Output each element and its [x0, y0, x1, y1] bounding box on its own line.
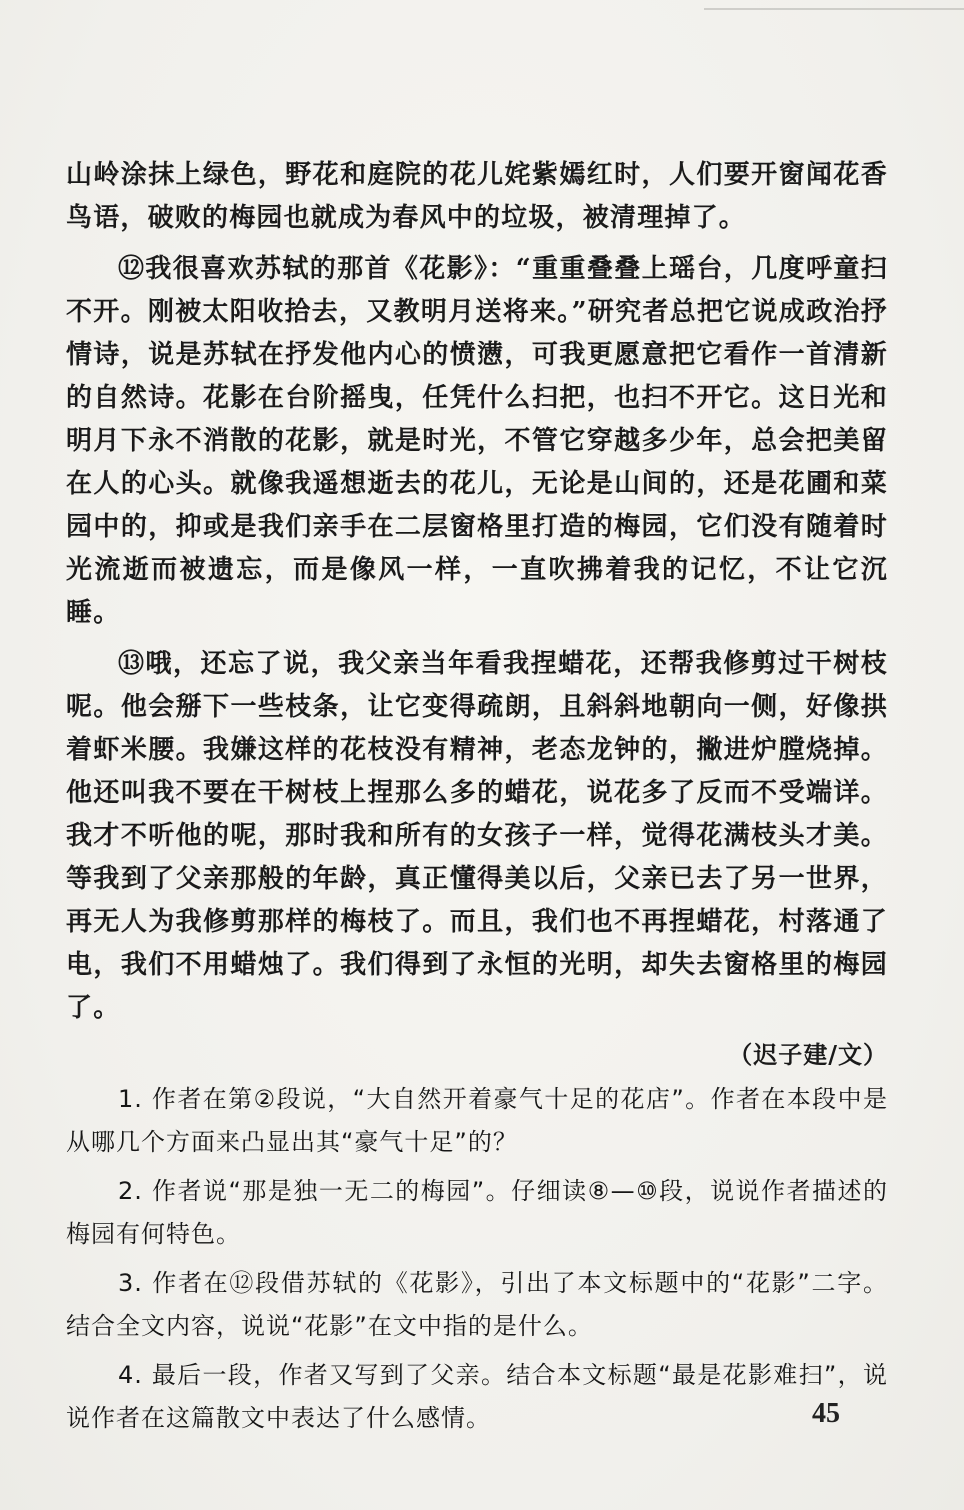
question-2: 2. 作者说“那是独一无二的梅园”。仔细读⑧—⑩段，说说作者描述的梅园有何特色。 — [66, 1177, 888, 1248]
paragraph-continued: 山岭涂抹上绿色，野花和庭院的花儿姹紫嫣红时，人们要开窗闻花香鸟语，破败的梅园也就成为春风中的垃圾，被清理掉了。 — [66, 160, 888, 233]
question-3: 3. 作者在⑫段借苏轼的《花影》，引出了本文标题中的“花影”二字。结合全文内容，说说“花影”在文中指的是什么。 — [66, 1269, 888, 1340]
question-1: 1. 作者在第②段说，“大自然开着豪气十足的花店”。作者在本段中是从哪几个方面来凸显出其“豪气十足”的？ — [66, 1085, 888, 1156]
main-content — [66, 154, 888, 1446]
paragraph-13: ⑬哦，还忘了说，我父亲当年看我捏蜡花，还帮我修剪过干树枝呢。他会掰下一些枝条，让它变得疏朗，且斜斜地朝向一侧，好像拱着虾米腰。我嫌这样的花枝没有精神，老态龙钟的，撇进炉膛烧掉。他还叫我不要在干树枝上捏那么多的蜡花，说花多了反而不受端详。我才不听他的呢，那时我和所有的女孩子一样，觉得花满枝头才美。等我到了父亲那般的年龄，真正懂得美以后，父亲已去了另一世界，再无人为我修剪那样的梅枝了。而且，我们也不再捏蜡花，村落通了电，我们不用蜡烛了。我们得到了永恒的光明，却失去窗格里的梅园了。 — [66, 649, 888, 1023]
question-4: 4. 最后一段，作者又写到了父亲。结合本文标题“最是花影难扫”，说说作者在这篇散文中表达了什么感情。 — [66, 1361, 888, 1432]
author-attribution: （迟子建/文） — [728, 1040, 888, 1069]
page-number: 45 — [812, 1398, 840, 1429]
question-list — [66, 1078, 888, 1440]
paragraph-12: ⑫我很喜欢苏轼的那首《花影》：“重重叠叠上瑶台，几度呼童扫不开。刚被太阳收拾去，又教明月送将来。”研究者总把它说成政治抒情诗，说是苏轼在抒发他内心的愤懑，可我更愿意把它看作一首清新的自然诗。花影在台阶摇曳，任凭什么扫把，也扫不开它。这日光和明月下永不消散的花影，就是时光，不管它穿越多少年，总会把美留在人的心头。就像我遥想逝去的花儿，无论是山间的，还是花圃和菜园中的，抑或是我们亲手在二层窗格里打造的梅园，它们没有随着时光流逝而被遗忘，而是像风一样，一直吹拂着我的记忆，不让它沉睡。 — [66, 254, 888, 628]
top-rule-line — [704, 0, 964, 10]
